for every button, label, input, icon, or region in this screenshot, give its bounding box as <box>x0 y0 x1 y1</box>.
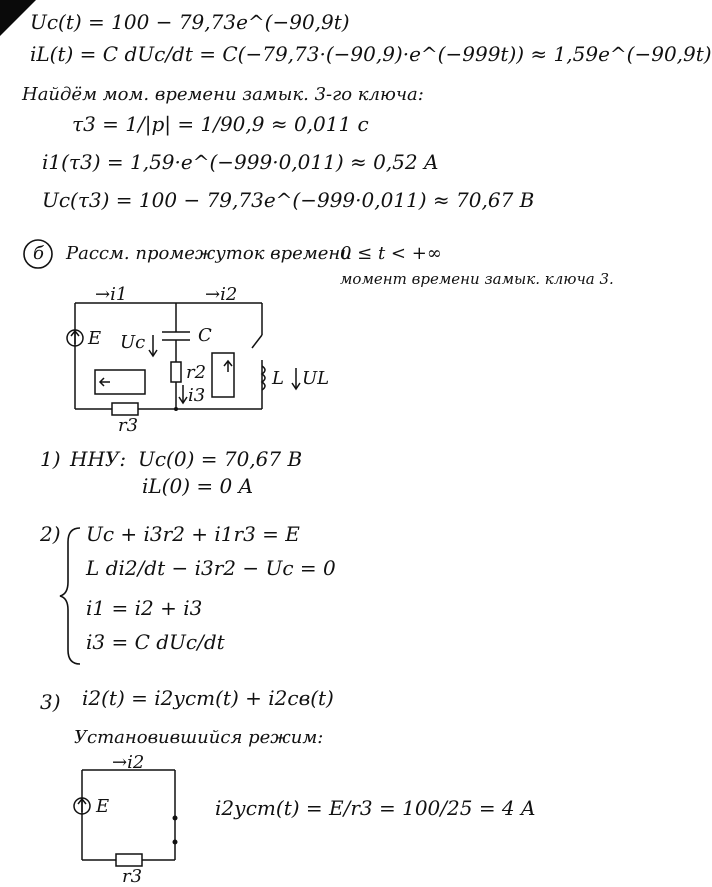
c2-e-label: E <box>96 796 110 817</box>
step2-eq1: Uc + i3r2 + i1r3 = E <box>86 522 300 546</box>
step1-uc0: Uc(0) = 70,67 B <box>138 447 303 471</box>
step3-eq: i2(t) = i2уст(t) + i2св(t) <box>82 686 334 710</box>
c1-c-label: C <box>198 325 212 346</box>
section-badge: б <box>33 243 44 264</box>
c1-r3-label: r3 <box>118 415 139 436</box>
uc-tau3-equation: Uc(τ3) = 100 − 79,73e^(−999·0,011) ≈ 70,67 B <box>42 188 535 212</box>
c1-i3-label: i3 <box>188 385 206 406</box>
find-moment-text: Найдём мом. времени замык. 3-го ключа: <box>22 84 424 105</box>
step2-number: 2) <box>40 522 61 546</box>
c2-r3-label: r3 <box>122 866 143 887</box>
node-circuit2-b <box>173 840 178 845</box>
r2-resistor <box>171 362 181 382</box>
node-bottom <box>174 407 178 411</box>
c1-e-label: E <box>88 328 102 349</box>
step3-number: 3) <box>40 690 61 714</box>
step1-number: 1) <box>40 447 61 471</box>
step2-eq2: L di2/dt − i3r2 − Uc = 0 <box>86 556 336 580</box>
c1-i1-label: →i1 <box>95 284 128 305</box>
c1-r2-label: r2 <box>186 362 207 383</box>
uc-equation: Uc(t) = 100 − 79,73e^(−90,9t) <box>30 10 350 34</box>
r3-resistor <box>112 403 138 415</box>
section-heading: Рассм. промежуток времени <box>66 243 352 264</box>
c2-i2-label: →i2 <box>112 752 145 773</box>
circuit-2 <box>74 770 175 866</box>
step2-eq3: i1 = i2 + i3 <box>86 596 203 620</box>
c1-l-label: L <box>272 368 284 389</box>
system-brace <box>60 528 80 664</box>
step1-label: ННУ: <box>70 447 127 471</box>
c1-ul-label: UL <box>302 368 330 389</box>
i2-steady-equation: i2уст(t) = E/r3 = 100/25 = 4 A <box>215 796 536 820</box>
il-equation: iL(t) = C dUc/dt = C(−79,73·(−90,9)·e^(−999t)) ≈ 1,59e^(−90,9t) <box>30 42 712 66</box>
node-circuit2-a <box>173 816 178 821</box>
r3-resistor-2 <box>116 854 142 866</box>
time-range: 0 ≤ t < +∞ <box>340 243 442 264</box>
circuit-1 <box>67 303 300 415</box>
i1-tau3-equation: i1(τ3) = 1,59·e^(−999·0,011) ≈ 0,52 A <box>42 150 439 174</box>
c1-uc-label: Uc <box>120 332 146 353</box>
steady-title: Установившийся режим: <box>74 727 324 748</box>
tau3-equation: τ3 = 1/|p| = 1/90,9 ≈ 0,011 c <box>72 112 369 136</box>
loop-contour-2 <box>212 353 234 397</box>
time-range-note: момент времени замык. ключа 3. <box>340 270 614 288</box>
step2-eq4: i3 = C dUc/dt <box>86 630 225 654</box>
c1-i2-label: →i2 <box>205 284 238 305</box>
switch-3 <box>252 335 262 348</box>
step1-il0: iL(0) = 0 A <box>142 474 254 498</box>
